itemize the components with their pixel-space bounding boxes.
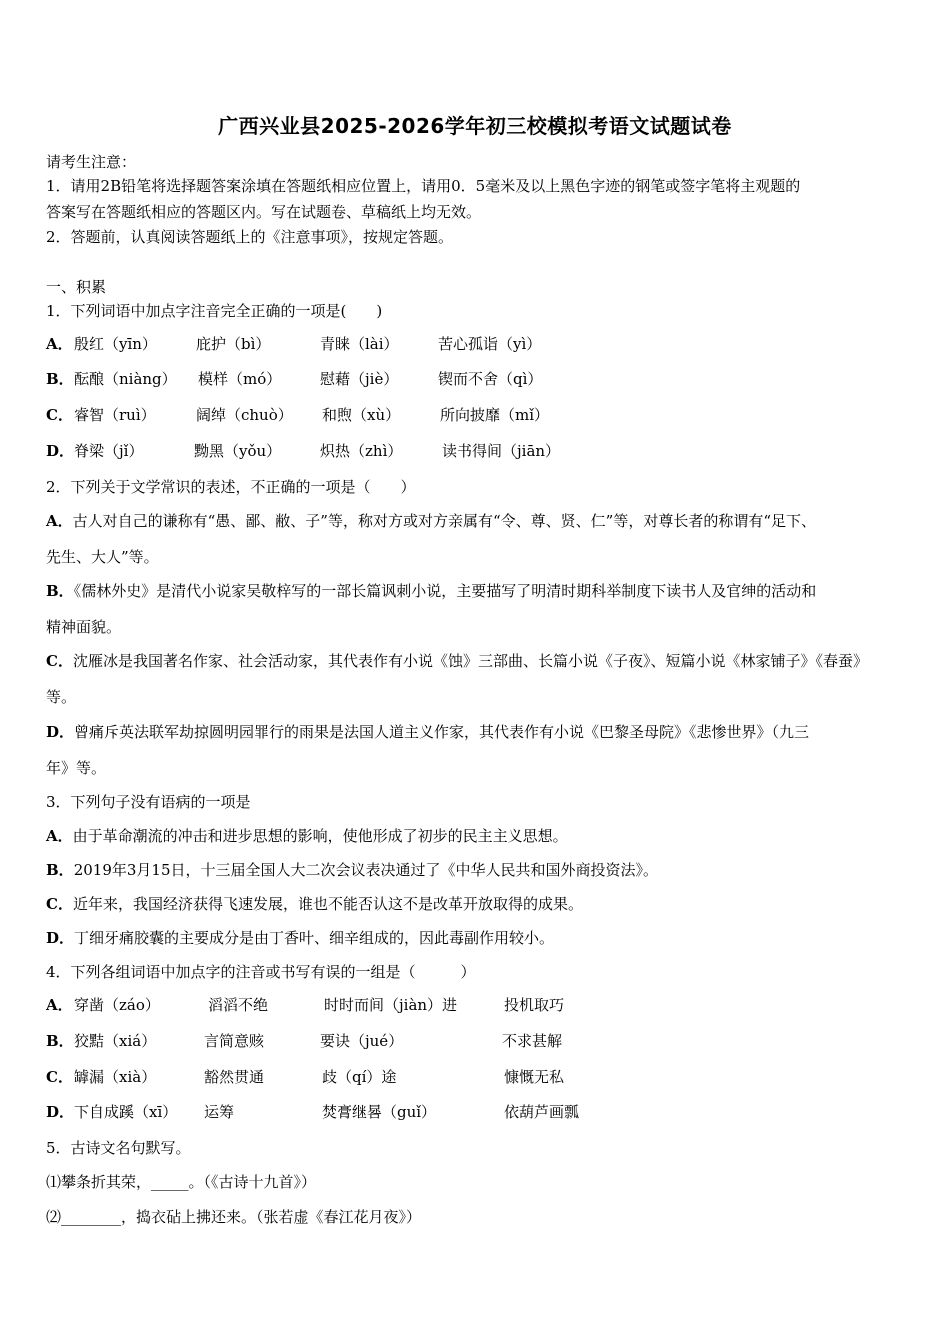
option-item: 炽热（zhì） bbox=[320, 442, 403, 460]
option-label: C． bbox=[46, 895, 73, 913]
option-label: B． bbox=[46, 861, 74, 879]
option-item: 阔绰（chuò） bbox=[196, 406, 293, 424]
option-label: C． bbox=[46, 1068, 73, 1086]
option-item: 时时而间（jiàn）进 bbox=[324, 996, 458, 1014]
option-label: A． bbox=[46, 827, 73, 845]
option-item: 不求甚解 bbox=[502, 1032, 563, 1050]
q2-option-d-line2: 年》等。 bbox=[46, 759, 107, 777]
option-text: 古人对自己的谦称有“愚、鄙、敝、子”等，称对方或对方亲属有“令、尊、贤、仁”等，对尊长者的称谓有“足下、 bbox=[72, 512, 816, 530]
option-item: 焚膏继晷（guǐ） bbox=[322, 1103, 437, 1121]
option-item: 酝酿（niàng） bbox=[74, 370, 177, 388]
q2-option-a-line2: 先生、大人”等。 bbox=[46, 548, 159, 566]
option-item: 投机取巧 bbox=[504, 996, 565, 1014]
option-label: A． bbox=[46, 996, 73, 1014]
question-4-stem: 4．下列各组词语中加点字的注音或书写有误的一组是（ ） bbox=[46, 963, 476, 981]
question-5-stem: 5．古诗文名句默写。 bbox=[46, 1139, 191, 1157]
option-item: 依葫芦画瓢 bbox=[504, 1103, 580, 1121]
option-item: 模样（mó） bbox=[198, 370, 282, 388]
option-text: 丁细牙痛胶囊的主要成分是由丁香叶、细辛组成的，因此毒副作用较小。 bbox=[74, 929, 555, 947]
option-item: 苦心孤诣（yì） bbox=[438, 335, 542, 353]
option-item: 运筹 bbox=[204, 1103, 235, 1121]
question-3-stem: 3．下列句子没有语病的一项是 bbox=[46, 793, 251, 811]
option-text: 曾痛斥英法联军劫掠圆明园罪行的雨果是法国人道主义作家，其代表作有小说《巴黎圣母院》《悲惨世界》（九三 bbox=[74, 723, 810, 741]
option-item: 庇护（bì） bbox=[196, 335, 271, 353]
option-text: 沈雁冰是我国著名作家、社会活动家，其代表作有小说《蚀》三部曲、长篇小说《子夜》、短篇小说《林家铺子》《春蚕》 bbox=[72, 652, 868, 670]
section-heading: 一、积累 bbox=[46, 278, 107, 296]
option-item: 狡黠（xiá） bbox=[74, 1032, 157, 1050]
option-text: 由于革命潮流的冲击和进步思想的影响，使他形成了初步的民主主义思想。 bbox=[72, 827, 568, 845]
option-label: D． bbox=[46, 723, 75, 741]
q2-option-b-line2: 精神面貌。 bbox=[46, 618, 122, 636]
q2-option-c-line1 bbox=[46, 650, 868, 672]
q5-line-2: ⑵________，捣衣砧上拂还来。（张若虚《春江花月夜》） bbox=[46, 1208, 422, 1226]
notice-heading: 请考生注意： bbox=[46, 153, 137, 171]
option-item: 所向披靡（mǐ） bbox=[440, 406, 550, 424]
option-item: 读书得间（jiān） bbox=[442, 442, 561, 460]
option-label: C． bbox=[46, 652, 73, 670]
q5-line-1: ⑴攀条折其荣，_____。（《古诗十九首》） bbox=[46, 1173, 317, 1191]
notice-line-2: 2．答题前，认真阅读答题纸上的《注意事项》，按规定答题。 bbox=[46, 228, 454, 246]
option-text: 近年来，我国经济获得飞速发展，谁也不能否认这不是改革开放取得的成果。 bbox=[72, 895, 583, 913]
notice-line-1b: 答案写在答题纸相应的答题区内。写在试题卷、草稿纸上均无效。 bbox=[46, 203, 482, 221]
q2-option-b-line1 bbox=[46, 580, 816, 602]
option-label: D． bbox=[46, 929, 75, 947]
q3-option-a bbox=[46, 825, 568, 847]
option-item: 睿智（ruì） bbox=[74, 406, 156, 424]
option-item: 罅漏（xià） bbox=[74, 1068, 157, 1086]
option-label: D． bbox=[46, 442, 75, 460]
option-label: C． bbox=[46, 406, 73, 424]
option-item: 慷慨无私 bbox=[504, 1068, 565, 1086]
option-item: 慰藉（jiè） bbox=[320, 370, 399, 388]
option-label: A． bbox=[46, 335, 73, 353]
q3-option-c bbox=[46, 893, 583, 915]
option-item: 青睐（lài） bbox=[320, 335, 399, 353]
q2-option-d-line1 bbox=[46, 721, 809, 743]
option-item: 和煦（xù） bbox=[322, 406, 401, 424]
option-label: B． bbox=[46, 582, 74, 600]
option-item: 下自成蹊（xī） bbox=[74, 1103, 178, 1121]
option-label: A． bbox=[46, 512, 73, 530]
option-text: 《儒林外史》是清代小说家吴敬梓写的一部长篇讽刺小说，主要描写了明清时期科举制度下读书人及官绅的活动和 bbox=[73, 582, 817, 600]
option-item: 脊梁（jǐ） bbox=[74, 442, 144, 460]
option-label: B． bbox=[46, 1032, 74, 1050]
q3-option-b bbox=[46, 859, 658, 881]
option-item: 要诀（jué） bbox=[320, 1032, 404, 1050]
option-text: 2019年3月15日，十三届全国人大二次会议表决通过了《中华人民共和国外商投资法》。 bbox=[73, 861, 658, 879]
q2-option-c-line2: 等。 bbox=[46, 688, 77, 706]
option-item: 穿凿（záo） bbox=[74, 996, 160, 1014]
question-2-stem: 2．下列关于文学常识的表述，不正确的一项是（ ） bbox=[46, 478, 416, 496]
page-title: 广西兴业县2025-2026学年初三校模拟考语文试题试卷 bbox=[218, 114, 732, 138]
q3-option-d bbox=[46, 927, 554, 949]
option-item: 锲而不舍（qì） bbox=[438, 370, 543, 388]
q2-option-a-line1 bbox=[46, 510, 816, 532]
question-1-stem: 1．下列词语中加点字注音完全正确的一项是( ) bbox=[46, 302, 383, 320]
option-label: B． bbox=[46, 370, 74, 388]
option-item: 豁然贯通 bbox=[204, 1068, 265, 1086]
option-item: 歧（qí）途 bbox=[322, 1068, 397, 1086]
notice-line-1a: 1．请用2B铅笔将选择题答案涂填在答题纸相应位置上，请用0．5毫米及以上黑色字迹的钢笔或签字笔将主观题的 bbox=[46, 177, 801, 195]
option-item: 滔滔不绝 bbox=[208, 996, 269, 1014]
option-item: 言简意赅 bbox=[204, 1032, 265, 1050]
option-item: 黝黑（yǒu） bbox=[194, 442, 282, 460]
option-item: 殷红（yīn） bbox=[74, 335, 157, 353]
option-label: D． bbox=[46, 1103, 75, 1121]
